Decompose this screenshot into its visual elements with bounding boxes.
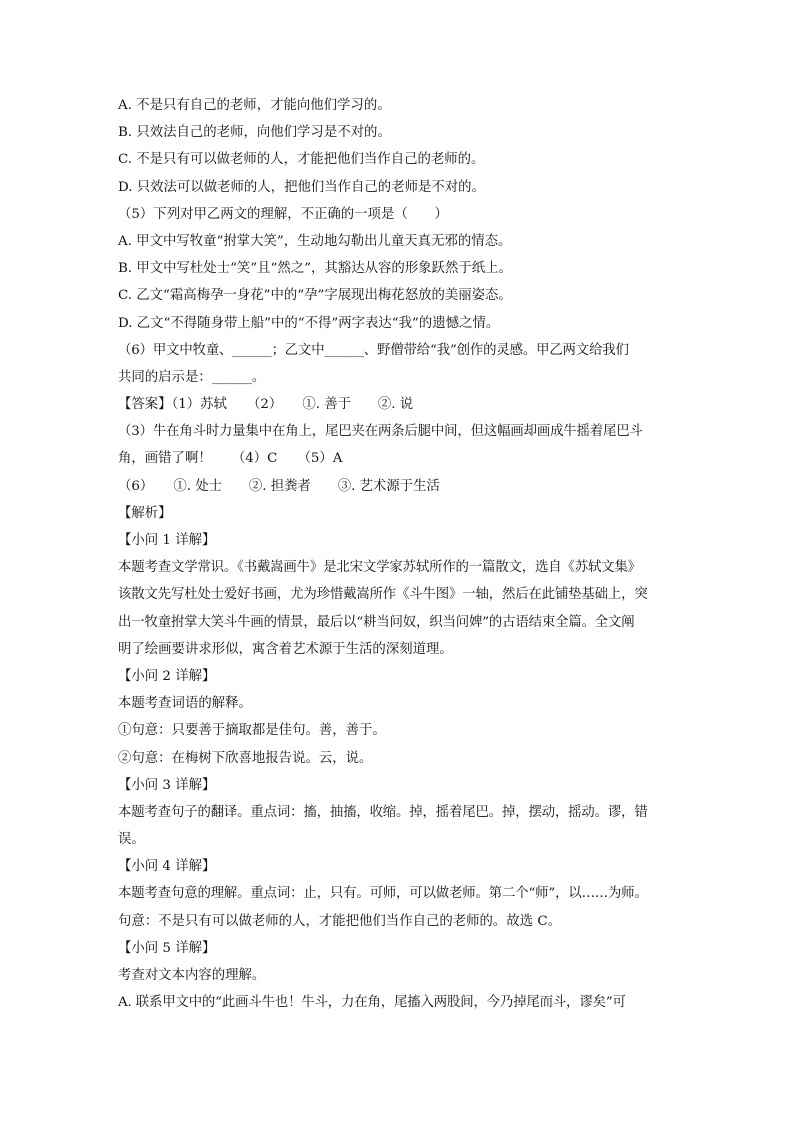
q3-detail-heading: 【小问 3 详解】 xyxy=(118,777,216,793)
q1-detail-text: 明了绘画要讲求形似，寓含着艺术源于生活的深刻道理。 xyxy=(118,641,453,657)
q2-detail-heading: 【小问 2 详解】 xyxy=(118,668,216,684)
q1-detail-heading: 【小问 1 详解】 xyxy=(118,533,216,548)
option-d-line: D. 只效法可以做老师的人，把他们当作自己的老师是不对的。 xyxy=(118,179,485,195)
option-a-line: A. 不是只有自己的老师，才能向他们学习的。 xyxy=(118,98,391,113)
document-page xyxy=(118,92,678,1016)
q5-detail-heading: 【小问 5 详解】 xyxy=(118,940,216,956)
question-5-option-d: D. 乙文“不得随身带上船”中的“不得”两字表达“我”的遗憾之情。 xyxy=(118,315,500,331)
q2-detail-text: ①句意：只要善于摘取都是佳句。善，善于。 xyxy=(118,723,386,739)
q2-detail-text: ②句意：在梅树下欣喜地报告说。云，说。 xyxy=(118,750,373,766)
q1-detail-text: 本题考查文学常识。《书戴嵩画牛》是北宋文学家苏轼所作的一篇散文，选自《苏轼文集》 xyxy=(118,560,641,576)
q4-detail-text: 本题考查句意的理解。重点词：止，只有。可师，可以做老师。第二个“师”，以……为师。 xyxy=(118,886,648,902)
question-5-option-c: C. 乙文“霜高梅孕一身花”中的“孕”字展现出梅花怒放的美丽姿态。 xyxy=(118,288,512,304)
option-c-line: C. 不是只有可以做老师的人，才能把他们当作自己的老师的。 xyxy=(118,152,485,168)
answer-line: 【答案】（1）苏轼 （2） ①. 善于 ②. 说 xyxy=(118,397,414,413)
analysis-heading: 【解析】 xyxy=(118,505,172,521)
q2-detail-text: 本题考查词语的解释。 xyxy=(118,696,252,712)
q4-detail-heading: 【小问 4 详解】 xyxy=(118,859,216,875)
question-5-option-b: B. 甲文中写杜处士“笑”且“然之”，其豁达从容的形象跃然于纸上。 xyxy=(118,261,512,277)
answer-3-continued: 角，画错了啊！ （4）C （5）A xyxy=(118,451,343,467)
question-5-stem: （5）下列对甲乙两文的理解，不正确的一项是（ ） xyxy=(118,206,448,222)
question-6-stem: （6）甲文中牧童、______；乙文中______、野僧带给“我”创作的灵感。甲乙两文给我们 xyxy=(118,342,629,358)
q1-detail-text: 该散文先写杜处士爱好书画，尤为珍惜戴嵩所作《斗牛图》一轴，然后在此铺垫基础上，突 xyxy=(118,587,648,603)
question-6-stem-continued: 共同的启示是：______。 xyxy=(118,369,266,385)
q5-detail-text: 考查对文本内容的理解。 xyxy=(118,968,266,983)
answer-3-line: （3）牛在角斗时力量集中在角上，尾巴夹在两条后腿中间，但这幅画却画成牛摇着尾巴斗 xyxy=(118,424,643,440)
q5-detail-text: A. 联系甲文中的“此画斗牛也！牛斗，力在角，尾搐入两股间，今乃掉尾而斗，谬矣”可 xyxy=(118,995,626,1011)
option-b-line: B. 只效法自己的老师，向他们学习是不对的。 xyxy=(118,125,391,141)
question-5-option-a: A. 甲文中写牧童“拊掌大笑”，生动地勾勒出儿童天真无邪的情态。 xyxy=(118,233,512,249)
q3-detail-text: 本题考查句子的翻译。重点词：搐，抽搐，收缩。掉，摇着尾巴。掉，摆动，摇动。谬，错 xyxy=(118,804,648,820)
q4-detail-text: 句意：不是只有可以做老师的人，才能把他们当作自己的老师的。故选 C。 xyxy=(118,913,561,929)
q1-detail-text: 出一牧童拊掌大笑斗牛画的情景，最后以“耕当问奴，织当问婢”的古语结束全篇。全文阐 xyxy=(118,614,635,630)
q3-detail-text: 误。 xyxy=(118,832,145,848)
answer-6-line: （6） ①. 处士 ②. 担粪者 ③. 艺术源于生活 xyxy=(118,478,440,494)
